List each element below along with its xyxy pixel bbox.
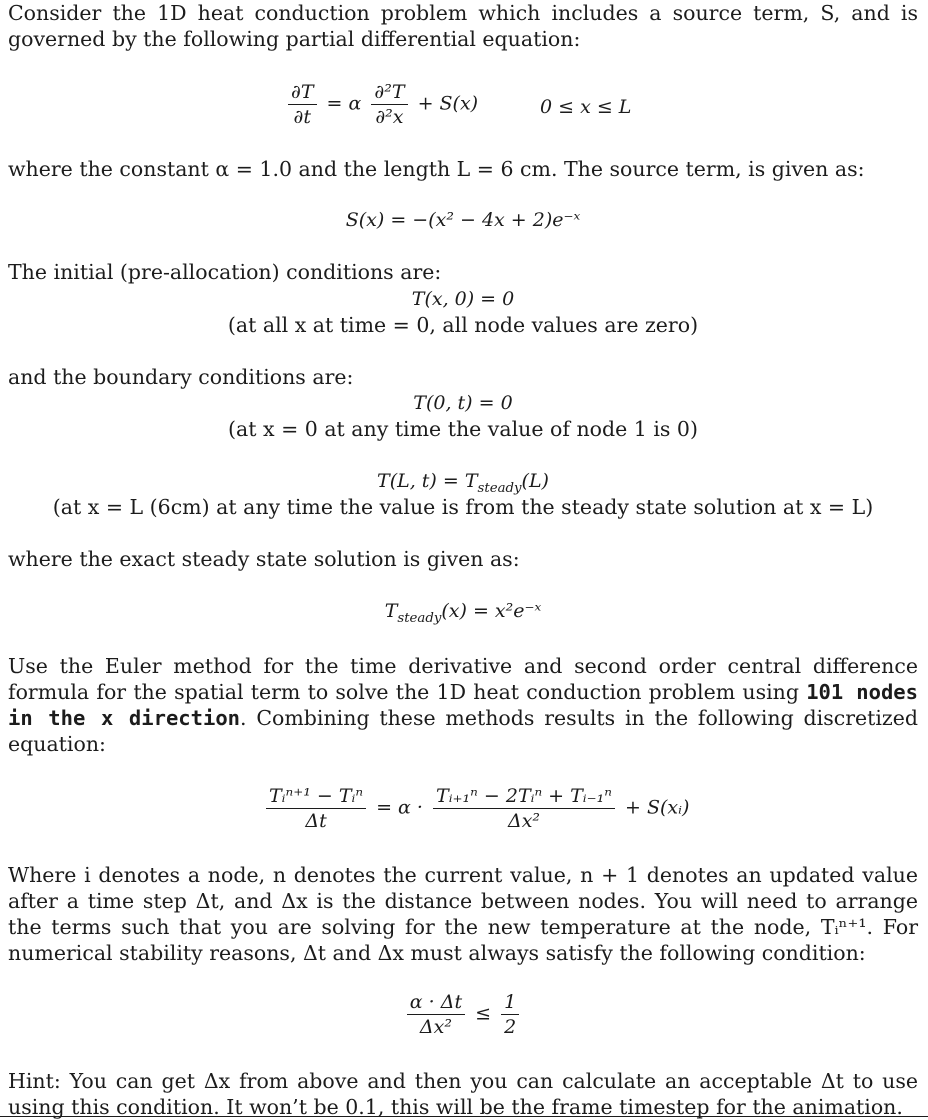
pde-alpha: = α [326,92,362,115]
method-text-before: Use the Euler method for the time derivative and second order central difference formula for the spatial term to solve the 1D heat conduction problem using [8,654,918,704]
constants-paragraph: where the constant α = 1.0 and the length L = 6 cm. The source term, is given as: [8,157,865,181]
pde-equation [8,80,918,140]
boundary-note-1: (at x = 0 at any time the value of node 1 is 0) [228,417,698,441]
intro-paragraph: Consider the 1D heat conduction problem which includes a source term, S, and is governed by the following partial differential equation: [8,1,918,51]
discrete-alpha: = α · [376,796,423,819]
exact-eq-subscript: steady [397,610,442,626]
boundary-eq2-left: T(L, t) = T [377,470,478,492]
pde-space-derivative [371,80,407,129]
discrete-lhs-denominator: Δt [305,810,327,832]
method-bold-nodes: 101 nodes in the x direction [8,680,918,730]
boundary-heading: and the boundary conditions are: [8,365,354,389]
initial-note: (at all x at time = 0, all node values are zero) [227,313,699,337]
discrete-equation [8,784,918,844]
boundary-eq2-subscript: steady [477,480,522,496]
exact-eq-right: (x) = x²e⁻ˣ [441,600,542,622]
exact-equation [8,598,918,624]
discrete-lhs-numerator: Tᵢⁿ⁺¹ − Tᵢⁿ [266,784,366,809]
hint-paragraph: Hint: You can get Δx from above and then you can calculate an acceptable Δt to use using this condition. It won’t be 0.1, this will be the frame timestep for the animation. [8,1069,918,1119]
pde-time-derivative [288,80,317,129]
initial-equation: T(x, 0) = 0 [411,288,515,310]
initial-heading: The initial (pre-allocation) conditions are: [8,260,442,284]
exact-eq-left: T [384,600,398,622]
method-paragraph [8,653,918,757]
source-equation: S(x) = −(x² − 4x + 2)e⁻ˣ [345,209,581,231]
discrete-rhs-fraction [433,784,615,833]
pde-source-term: + S(x) [417,92,479,115]
boundary-eq2-right: (L) [521,470,549,492]
discrete-lhs-fraction [266,784,366,833]
stability-condition [8,990,918,1050]
boundary-note-2: (at x = L (6cm) at any time the value is from the steady state solution at x = L) [52,495,874,519]
stability-lhs-numerator: α · Δt [407,990,465,1015]
discrete-rhs-numerator: Tᵢ₊₁ⁿ − 2Tᵢⁿ + Tᵢ₋₁ⁿ [433,784,615,809]
boundary-equation-1: T(0, t) = 0 [413,392,513,414]
pde-domain: 0 ≤ x ≤ L [540,96,632,118]
stability-rhs-numerator: 1 [501,990,519,1015]
discrete-source-term: + S(xᵢ) [625,796,690,819]
stability-lhs-fraction [407,990,465,1039]
pde-lhs-denominator: ∂t [293,106,311,128]
stability-rhs-denominator: 2 [504,1016,517,1038]
stability-lhs-denominator: Δx² [419,1016,452,1038]
stability-rhs-fraction [501,990,519,1039]
where-paragraph: Where i denotes a node, n denotes the current value, n + 1 denotes an updated value after a time step Δt, and Δx is the distance between nodes. You will need to arrange the terms such that you are solving for the new temperature at the node, Tᵢⁿ⁺¹. For numerical stability reasons, Δt and Δx must always satisfy the following condition: [8,863,918,965]
stability-operator: ≤ [475,1002,492,1025]
pde-rhs-denominator: ∂²x [375,106,404,128]
discrete-rhs-denominator: Δx² [507,810,541,832]
method-text-after: . Combining these methods results in the following discretized equation: [8,706,918,756]
boundary-equation-2 [8,468,918,494]
bottom-rule [0,1116,928,1117]
pde-lhs-numerator: ∂T [288,80,317,105]
exact-heading: where the exact steady state solution is given as: [8,547,520,571]
pde-rhs-numerator: ∂²T [371,80,407,105]
